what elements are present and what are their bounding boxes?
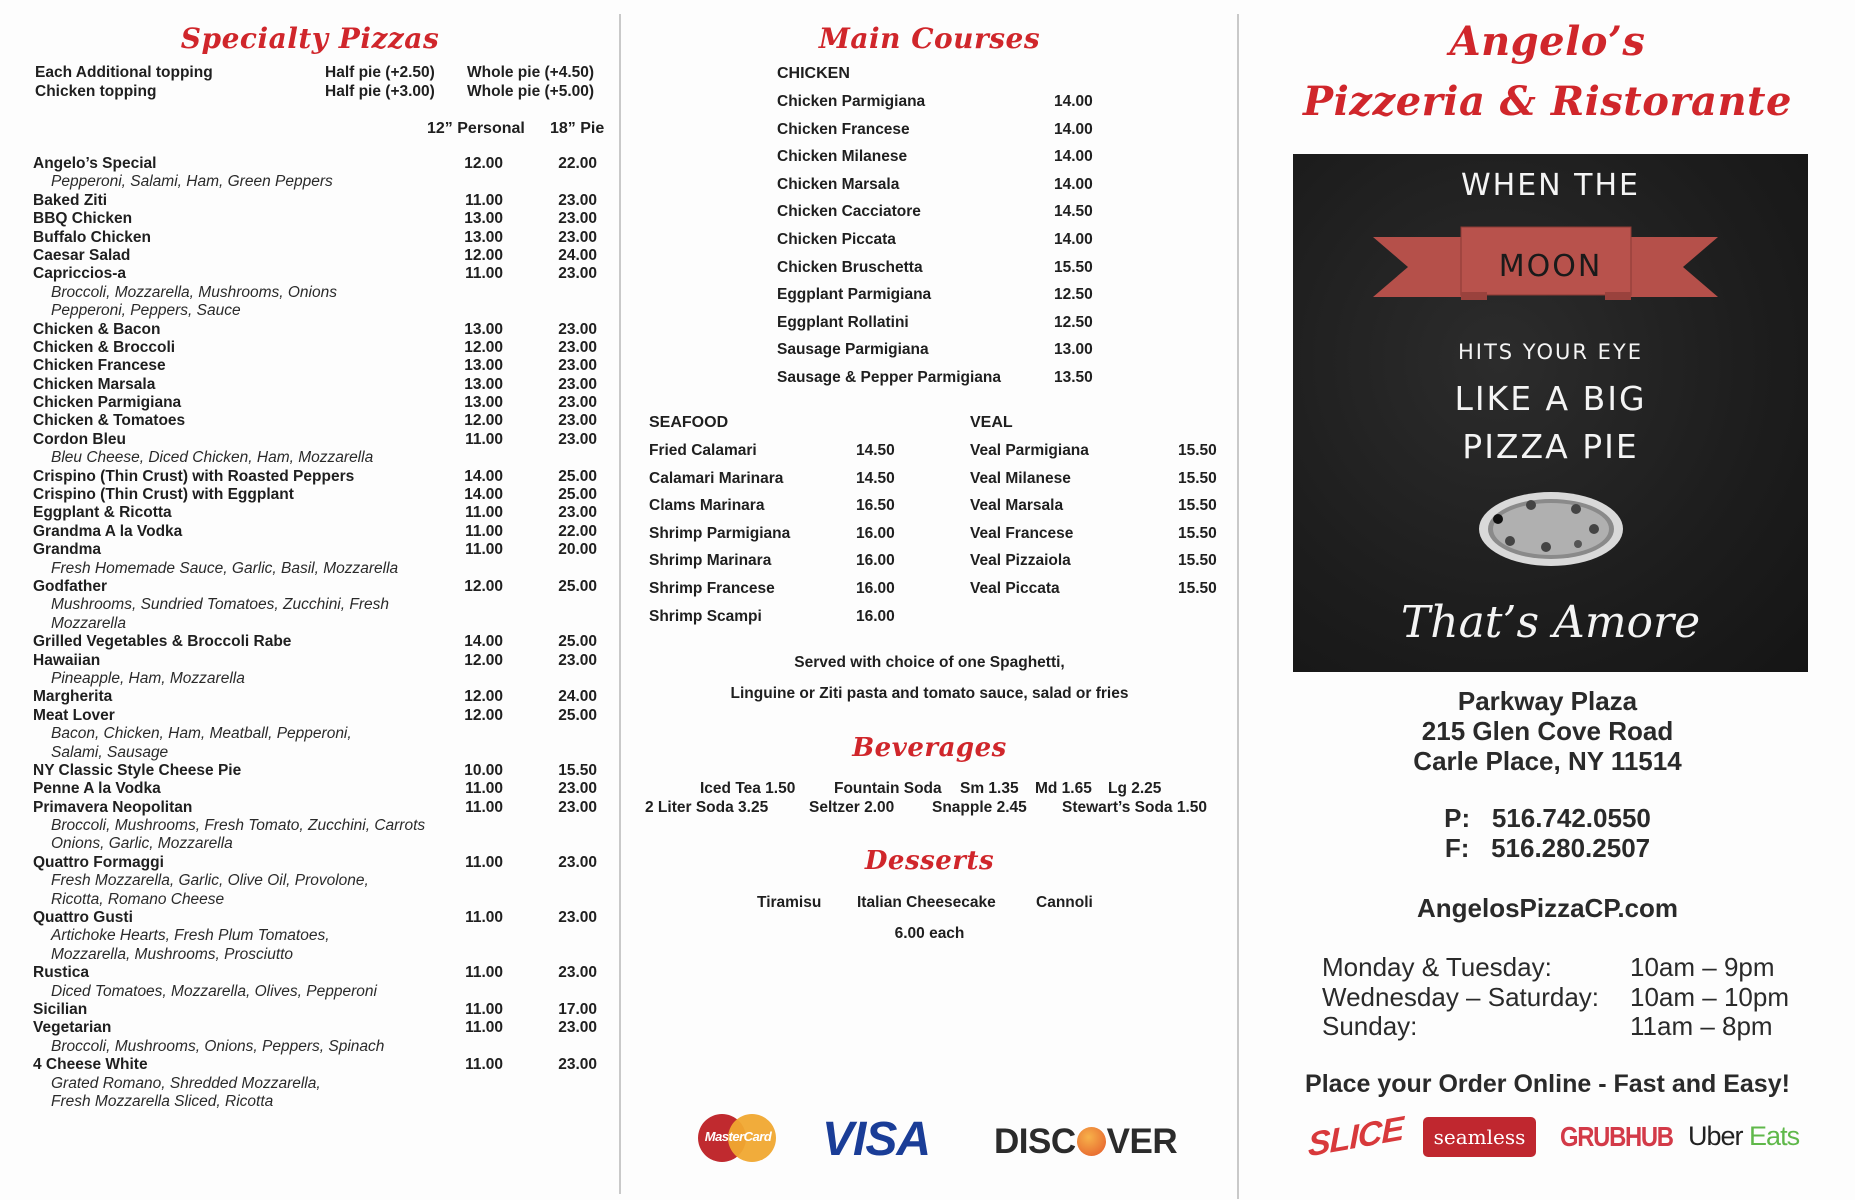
phone-number[interactable]: 516.742.0550 [1491,803,1651,833]
pizza-item [33,964,603,982]
price-18-inch: 20.00 [558,541,597,559]
restaurant-name: Angelo’s [1449,18,1646,65]
dessert-item: Italian Cheesecake [857,894,996,911]
size-header-pie: 18” Pie [550,120,605,137]
pizza-icon [1476,489,1626,569]
price-12-inch: 12.00 [464,338,503,356]
menu-item-name: Fried Calamari [649,442,757,459]
menu-item-price: 15.50 [1178,580,1217,597]
menu-item-name: Clams Marinara [649,497,765,515]
hours-time: 11am – 8pm [1630,1011,1773,1041]
pizza-name: Margherita [33,688,113,706]
menu-item-name: Chicken Milanese [777,148,908,166]
pizza-name: Sicilian [33,1000,88,1018]
hours-days: Wednesday – Saturday: [1322,982,1600,1012]
menu-item-price: 16.50 [856,497,895,515]
menu-item-name: Veal Francese [970,524,1074,542]
menu-item-name: Calamari Marinara [649,469,784,487]
pizza-description: Mozzarella [51,614,126,632]
menu-item-price: 16.00 [856,524,895,542]
price-12-inch: 14.00 [464,486,503,504]
main-courses-title: Main Courses [818,22,1041,55]
mastercard-logo: MasterCard [698,1114,778,1162]
price-12-inch: 12.00 [464,577,503,595]
pizza-item [33,486,603,504]
specialty-pizzas-title: Specialty Pizzas [180,22,440,55]
menu-item-name: Eggplant Rollatini [777,313,909,331]
menu-item-price: 16.00 [856,552,895,570]
pizza-name: Buffalo Chicken [33,228,151,246]
menu-item-name: Shrimp Marinara [649,552,772,570]
price-18-inch: 23.00 [558,504,597,522]
price-12-inch: 11.00 [465,265,503,283]
panel-divider [619,14,621,1194]
hours-days: Monday & Tuesday: [1322,952,1552,982]
hours-row [1322,1011,1773,1041]
address-line: Carle Place, NY 11514 [1413,746,1682,776]
phone-line [1240,803,1855,833]
price-18-inch: 23.00 [558,412,597,430]
price-18-inch: 25.00 [558,577,597,595]
pasta-note-line2: Linguine or Ziti pasta and tomato sauce, salad or fries [730,685,1129,702]
ribbon-text: MOON [1498,249,1603,284]
menu-item-price: 15.50 [1178,469,1217,487]
dessert-item: Tiramisu [757,894,822,911]
price-12-inch: 13.00 [464,375,503,393]
menu-item-price: 15.50 [1054,258,1093,276]
menu-item-price: 13.00 [1054,341,1093,359]
pizza-description: Broccoli, Mushrooms, Fresh Tomato, Zucchini, Carrots [51,817,426,835]
pizza-name: NY Classic Style Cheese Pie [33,761,242,779]
price-18-inch: 23.00 [558,265,597,283]
pizza-description: Bacon, Chicken, Ham, Meatball, Pepperoni, [51,725,352,743]
pizza-item [33,633,603,651]
price-18-inch: 23.00 [558,780,597,798]
beverage-item: Md 1.65 [1035,780,1092,797]
menu-item-price: 15.50 [1178,524,1217,542]
slice-logo[interactable]: SLICE [1308,1109,1404,1165]
menu-item-price: 12.50 [1054,286,1093,304]
pizza-name: Crispino (Thin Crust) with Eggplant [33,486,294,504]
pizza-item [33,762,603,780]
pizza-description: Ricotta, Romano Cheese [51,890,225,908]
order-online-heading: Place your Order Online - Fast and Easy! [1305,1070,1790,1098]
topping-row [35,83,605,102]
price-12-inch: 13.00 [464,228,503,246]
price-12-inch: 11.00 [465,853,503,871]
website-link[interactable]: AngelosPizzaCP.com [1416,893,1679,923]
menu-item-name: Chicken Piccata [777,231,896,248]
price-12-inch: 11.00 [465,780,503,798]
pizza-name: Caesar Salad [33,246,131,264]
price-18-inch: 23.00 [558,357,597,375]
pizza-name: Cordon Bleu [33,430,126,448]
pizza-name: Capriccios-a [33,265,127,283]
pizza-name: Primavera Neopolitan [33,798,193,816]
menu-item-name: Veal Parmigiana [970,442,1089,459]
menu-item-price: 14.00 [1054,148,1093,166]
price-18-inch: 22.00 [558,155,597,172]
price-18-inch: 23.00 [558,909,597,927]
hours-row [1322,982,1789,1012]
price-18-inch: 23.00 [558,798,597,816]
restaurant-info-panel [1240,0,1855,1200]
price-12-inch: 12.00 [464,688,503,706]
price-18-inch: 22.00 [558,522,597,540]
menu-item-name: Veal Pizzaiola [970,552,1071,570]
restaurant-subtitle: Pizzeria & Ristorante [1303,78,1792,125]
pizza-name: Quattro Gusti [33,909,133,927]
beverage-item: Sm 1.35 [960,780,1019,797]
fax-line [1240,833,1855,863]
fax-number: 516.280.2507 [1491,833,1651,863]
pizza-item [33,192,603,210]
menu-item-price: 13.50 [1054,369,1093,386]
pizza-description: Grated Romano, Shredded Mozzarella, [51,1074,321,1092]
menu-item-name: Shrimp Scampi [649,607,762,625]
menu-item-price: 14.50 [856,469,895,487]
pizza-item [33,1056,603,1074]
pizza-name: Grilled Vegetables & Broccoli Rabe [33,633,292,651]
price-12-inch: 11.00 [465,541,503,559]
price-12-inch: 12.00 [464,706,503,724]
hours-row [1322,952,1775,982]
price-12-inch: 11.00 [465,1056,503,1074]
price-12-inch: 11.00 [465,522,503,540]
pizza-description: Pineapple, Ham, Mozzarella [51,669,245,687]
seafood-heading: SEAFOOD [649,414,729,431]
pasta-note-line1: Served with choice of one Spaghetti, [794,654,1065,671]
dessert-item: Cannoli [1036,894,1093,911]
pizza-description: Fresh Homemade Sauce, Garlic, Basil, Mozzarella [51,559,399,577]
pizza-description: Diced Tomatoes, Mozzarella, Olives, Pepperoni [51,982,377,1000]
price-18-inch: 25.00 [558,467,597,485]
pizza-item [33,1019,603,1037]
price-12-inch: 12.00 [464,412,503,430]
price-12-inch: 13.00 [464,320,503,338]
pizza-name: Eggplant & Ricotta [33,504,172,522]
menu-item-name: Chicken Parmigiana [777,93,926,110]
menu-item-name: Sausage Parmigiana [777,341,929,359]
hours-time: 10am – 9pm [1630,952,1775,982]
pizza-item [33,376,603,394]
price-18-inch: 23.00 [558,375,597,393]
pizza-name: Chicken & Bacon [33,320,161,338]
pizza-name: Rustica [33,964,89,982]
menu-item-price: 14.00 [1054,93,1093,110]
visa-logo: VISA [822,1113,931,1166]
price-12-inch: 12.00 [464,155,503,172]
pizza-item [33,394,603,412]
price-18-inch: 17.00 [558,1000,597,1018]
address-line: 215 Glen Cove Road [1421,716,1674,746]
seamless-logo[interactable]: seamless [1423,1117,1536,1157]
pizza-item [33,412,603,430]
price-12-inch: 11.00 [465,191,503,209]
chalk-line: PIZZA PIE [1462,427,1639,466]
pizza-item [33,229,603,247]
beverage-item: 2 Liter Soda 3.25 [645,799,769,816]
price-12-inch: 12.00 [464,246,503,264]
pizza-list [33,155,603,1111]
price-12-inch: 11.00 [465,909,503,927]
beverage-item: Lg 2.25 [1108,780,1162,797]
price-12-inch: 12.00 [464,651,503,669]
pizza-name: Baked Ziti [33,191,108,209]
pizza-description: Broccoli, Mushrooms, Onions, Peppers, Spinach [51,1037,385,1055]
pizza-item [33,210,603,228]
price-18-inch: 15.50 [558,761,597,779]
price-18-inch: 23.00 [558,1019,597,1037]
pizza-description: Bleu Cheese, Diced Chicken, Ham, Mozzarella [51,449,374,467]
pizza-item [33,155,603,173]
pizza-item [33,265,603,283]
pizza-item [33,523,603,541]
menu-item-name: Chicken Cacciatore [777,203,921,221]
pizza-name: Quattro Formaggi [33,853,164,871]
chalkboard-graphic [1293,154,1808,672]
chalk-line: HITS YOUR EYE [1457,340,1644,364]
menu-item-name: Chicken Marsala [777,175,900,193]
menu-item-name: Shrimp Francese [649,580,775,597]
beverage-item: Snapple 2.45 [932,799,1027,816]
topping-row [35,64,605,83]
panel-divider [1237,14,1239,1199]
price-12-inch: 10.00 [464,761,503,779]
pizza-item [33,707,603,725]
price-18-inch: 25.00 [558,706,597,724]
grubhub-logo[interactable]: GRUBHUB [1560,1121,1673,1152]
price-12-inch: 11.00 [465,798,503,816]
menu-item-name: Chicken Bruschetta [777,258,923,276]
price-18-inch: 23.00 [558,320,597,338]
pizza-item [33,541,603,559]
chalk-line: WHEN THE [1461,168,1640,203]
price-18-inch: 23.00 [558,651,597,669]
whole-pie-price: Whole pie (+4.50) [467,64,595,81]
pizza-name: Meat Lover [33,706,115,724]
price-18-inch: 23.00 [558,228,597,246]
pizza-description: Broccoli, Mozzarella, Mushrooms, Onions [51,283,337,301]
menu-item-name: Eggplant Parmigiana [777,286,932,304]
pizza-item [33,504,603,522]
pizza-description: Mushrooms, Sundried Tomatoes, Zucchini, Fresh [51,596,389,614]
fax-label: F: [1444,833,1470,863]
specialty-pizzas-panel [0,0,620,1200]
pizza-item [33,799,603,817]
price-12-inch: 13.00 [464,357,503,375]
whole-pie-price: Whole pie (+5.00) [467,83,595,100]
payment-logos [622,1110,1237,1170]
pizza-item [33,357,603,375]
menu-item-price: 15.50 [1178,442,1217,459]
pizza-description: Salami, Sausage [51,743,169,761]
pizza-item [33,321,603,339]
menu-item-name: Chicken Francese [777,120,910,138]
price-18-inch: 25.00 [558,486,597,504]
hours-days: Sunday: [1322,1011,1418,1041]
beverages-title: Beverages [852,733,1007,763]
pizza-item [33,854,603,872]
menu-item-price: 15.50 [1178,552,1217,570]
topping-name: Each Additional topping [35,64,213,81]
pizza-description: Fresh Mozzarella, Garlic, Olive Oil, Provolone, [51,872,369,890]
menu-item-price: 14.50 [1054,203,1093,221]
pizza-name: Chicken Marsala [33,375,156,393]
chalk-tagline: That’s Amore [1400,597,1701,648]
desserts-title: Desserts [864,846,995,876]
topping-name: Chicken topping [35,83,157,100]
pizza-item [33,780,603,798]
pizza-item [33,431,603,449]
menu-item-name: Veal Marsala [970,497,1064,515]
pizza-name: Godfather [33,577,108,595]
price-12-inch: 11.00 [465,504,503,522]
pizza-name: Grandma [33,541,102,559]
menu-item-price: 16.00 [856,607,895,625]
pizza-item [33,578,603,596]
pizza-name: 4 Cheese White [33,1056,148,1074]
discover-orb-icon [1077,1127,1106,1156]
price-18-inch: 25.00 [558,633,597,651]
pizza-name: Chicken & Broccoli [33,338,176,356]
pizza-item [33,247,603,265]
price-12-inch: 13.00 [464,394,503,412]
price-18-inch: 23.00 [558,394,597,412]
pizza-name: Chicken & Tomatoes [33,412,186,430]
pizza-name: Chicken Parmigiana [33,394,182,412]
menu-item-price: 14.50 [856,442,895,459]
price-18-inch: 24.00 [558,246,597,264]
pizza-name: Chicken Francese [33,357,166,375]
pizza-name: Grandma A la Vodka [33,522,183,540]
pizza-name: Angelo’s Special [33,155,157,172]
uber-eats-logo[interactable]: Uber Eats [1688,1121,1800,1151]
menu-item-price: 12.50 [1054,313,1093,331]
veal-heading: VEAL [970,414,1013,431]
pizza-name: Hawaiian [33,651,101,669]
pizza-name: Vegetarian [33,1019,112,1037]
price-12-inch: 11.00 [465,430,503,448]
price-12-inch: 11.00 [465,964,503,982]
pizza-description: Artichoke Hearts, Fresh Plum Tomatoes, [51,927,330,945]
chalk-line: LIKE A BIG [1454,379,1647,418]
price-12-inch: 14.00 [464,467,503,485]
hours-time: 10am – 10pm [1630,982,1789,1012]
half-pie-price: Half pie (+3.00) [325,83,435,100]
phone-label: P: [1444,803,1471,833]
price-12-inch: 13.00 [464,210,503,228]
menu-item-price: 14.00 [1054,175,1093,193]
pizza-item [33,652,603,670]
menu-item-price: 14.00 [1054,231,1093,248]
pizza-description: Fresh Mozzarella Sliced, Ricotta [51,1092,274,1110]
pizza-item [33,468,603,486]
pizza-item [33,909,603,927]
pizza-description: Mozzarella, Mushrooms, Prosciutto [51,945,294,963]
half-pie-price: Half pie (+2.50) [325,64,435,81]
menu-item-name: Shrimp Parmigiana [649,524,791,542]
pizza-item [33,1001,603,1019]
chicken-heading: CHICKEN [777,65,850,82]
menu-item-name: Veal Piccata [970,580,1060,597]
dessert-price: 6.00 each [894,925,965,942]
price-18-inch: 23.00 [558,210,597,228]
price-18-inch: 23.00 [558,964,597,982]
pizza-name: BBQ Chicken [33,210,133,228]
pizza-description: Pepperoni, Salami, Ham, Green Peppers [51,173,333,191]
discover-logo: DISC VER [994,1122,1178,1161]
menu-item-price: 14.00 [1054,120,1093,138]
menu-item-price: 16.00 [856,580,895,597]
menu-item-name: Veal Milanese [970,469,1071,487]
price-12-inch: 11.00 [465,1000,503,1018]
pizza-item [33,339,603,357]
pizza-description: Pepperoni, Peppers, Sauce [51,302,241,320]
price-18-inch: 24.00 [558,688,597,706]
beverage-item: Seltzer 2.00 [809,799,895,816]
beverage-item: Stewart’s Soda 1.50 [1062,799,1208,816]
address-line: Parkway Plaza [1457,686,1638,716]
price-18-inch: 23.00 [558,191,597,209]
pizza-name: Penne A la Vodka [33,780,161,798]
price-18-inch: 23.00 [558,853,597,871]
beverage-item: Iced Tea 1.50 [700,780,796,797]
beverage-item: Fountain Soda [834,780,942,797]
pizza-name: Crispino (Thin Crust) with Roasted Peppers [33,467,355,485]
main-courses-panel [622,0,1237,1200]
menu-item-price: 15.50 [1178,497,1217,515]
menu-item-name: Sausage & Pepper Parmigiana [777,369,1001,386]
size-header-personal: 12” Personal [427,120,525,137]
price-18-inch: 23.00 [558,1056,597,1074]
price-12-inch: 11.00 [465,1019,503,1037]
price-18-inch: 23.00 [558,338,597,356]
price-12-inch: 14.00 [464,633,503,651]
price-18-inch: 23.00 [558,430,597,448]
pizza-description: Onions, Garlic, Mozzarella [51,835,233,853]
pizza-item [33,688,603,706]
